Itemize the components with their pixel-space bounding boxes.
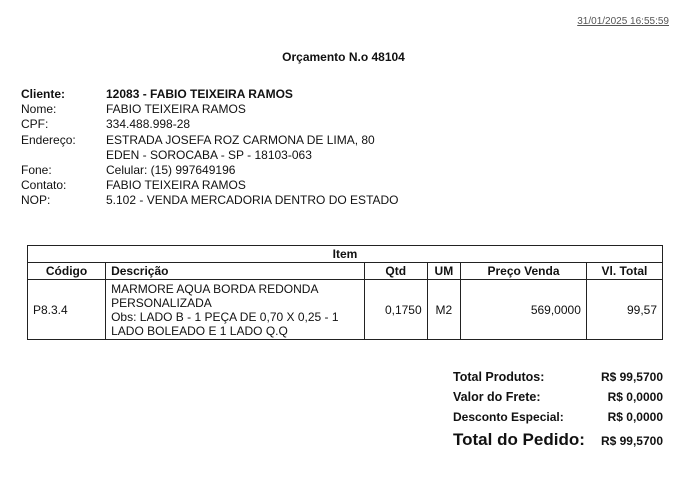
client-row-endereco xyxy=(21,133,399,148)
client-row-contato xyxy=(21,178,399,193)
header-total: Vl. Total xyxy=(586,263,662,280)
total-pedido-label: Total do Pedido: xyxy=(453,430,585,449)
contato-value: FABIO TEIXEIRA RAMOS xyxy=(106,178,246,193)
client-row-nome xyxy=(21,102,399,117)
descricao-line: MARMORE AQUA BORDA REDONDA xyxy=(111,281,319,296)
cell-total: 99,57 xyxy=(586,280,662,340)
contato-label: Contato: xyxy=(21,178,67,193)
cell-qtd: 0,1750 xyxy=(364,280,427,340)
total-produtos-label: Total Produtos: xyxy=(453,370,545,384)
client-row-fone xyxy=(21,163,399,178)
desconto-value: R$ 0,0000 xyxy=(607,410,663,424)
total-produtos-row xyxy=(453,370,663,390)
nome-label: Nome: xyxy=(21,102,57,117)
total-pedido-value: R$ 99,5700 xyxy=(600,434,663,448)
cell-codigo: P8.3.4 xyxy=(28,280,106,340)
header-descricao: Descrição xyxy=(106,263,365,280)
header-preco: Preço Venda xyxy=(461,263,587,280)
total-produtos-value: R$ 99,5700 xyxy=(600,370,663,384)
print-timestamp: 31/01/2025 16:55:59 xyxy=(577,16,669,27)
client-info xyxy=(21,87,399,209)
client-row-cpf xyxy=(21,117,399,132)
totals-block xyxy=(453,370,663,456)
client-row-nop xyxy=(21,193,399,208)
table-row xyxy=(28,280,663,340)
descricao-obs-line: LADO BOLEADO E 1 LADO Q.Q xyxy=(111,323,288,338)
valor-frete-value: R$ 0,0000 xyxy=(607,390,663,404)
table-header-row xyxy=(28,263,663,280)
nome-value: FABIO TEIXEIRA RAMOS xyxy=(106,102,246,117)
descricao-obs-line: Obs: LADO B - 1 PEÇA DE 0,70 X 0,25 - 1 xyxy=(111,309,339,324)
cell-descricao xyxy=(106,280,365,340)
cpf-value: 334.488.998-28 xyxy=(106,117,191,132)
desconto-label: Desconto Especial: xyxy=(453,410,564,424)
total-pedido-row xyxy=(453,430,663,456)
page-title: Orçamento N.o 48104 xyxy=(282,50,405,64)
fone-value: Celular: (15) 997649196 xyxy=(106,163,236,178)
endereco-line1: ESTRADA JOSEFA ROZ CARMONA DE LIMA, 80 xyxy=(106,132,375,147)
nop-value: 5.102 - VENDA MERCADORIA DENTRO DO ESTADO xyxy=(106,193,399,208)
items-table xyxy=(27,245,663,340)
nop-label: NOP: xyxy=(21,193,51,208)
fone-label: Fone: xyxy=(21,163,52,178)
endereco-label: Endereço: xyxy=(21,132,76,147)
header-qtd: Qtd xyxy=(364,263,427,280)
valor-frete-label: Valor do Frete: xyxy=(453,390,541,404)
header-um: UM xyxy=(427,263,460,280)
cell-um: M2 xyxy=(427,280,460,340)
cpf-label: CPF: xyxy=(21,117,49,132)
desconto-row xyxy=(453,410,663,430)
client-row-cliente xyxy=(21,87,399,102)
header-codigo: Código xyxy=(28,263,106,280)
descricao-line: PERSONALIZADA xyxy=(111,295,212,310)
table-caption: Item xyxy=(28,246,663,263)
cliente-value: 12083 - FABIO TEIXEIRA RAMOS xyxy=(106,87,293,101)
cell-preco: 569,0000 xyxy=(461,280,587,340)
cliente-label: Cliente: xyxy=(21,87,66,101)
table-caption-row xyxy=(28,246,663,263)
endereco-line2: EDEN - SOROCABA - SP - 18103-063 xyxy=(106,147,312,162)
client-row-endereco2 xyxy=(21,148,399,163)
valor-frete-row xyxy=(453,390,663,410)
